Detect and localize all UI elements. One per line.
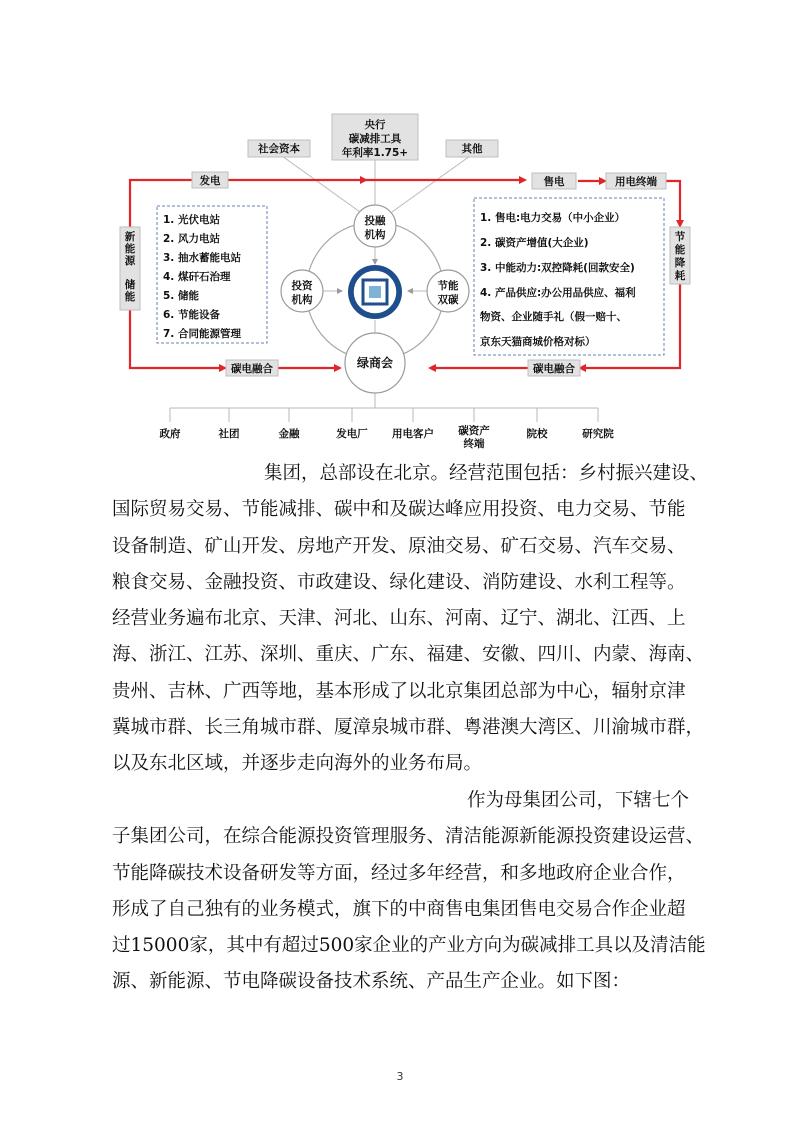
text-line: 节能降碳技术设备研发等方面，经过多年经营，和多地政府企业合作， (112, 862, 686, 884)
investment-finance-circle (354, 205, 396, 247)
right-side-label (670, 227, 690, 284)
text-line: 贵州、吉林、广西等地，基本形成了以北京集团总部为中心，辐射京津 (112, 680, 686, 702)
svg-text:能: 能 (124, 291, 136, 303)
svg-text:降: 降 (674, 257, 686, 269)
terminal-label (606, 173, 666, 189)
left-list-item: 3. 抽水蓄能电站 (163, 252, 241, 264)
right-list-item: 2. 碳资产增值(大企业) (480, 237, 589, 249)
energy-saving-circle (427, 270, 469, 312)
svg-text:节能: 节能 (437, 280, 459, 292)
svg-text:央行: 央行 (364, 119, 386, 131)
svg-text:节: 节 (674, 231, 686, 243)
right-list-item: 3. 中能动力:双控降耗(回款安全) (480, 262, 635, 274)
body-paragraph-1 (112, 456, 712, 783)
svg-text:能: 能 (124, 243, 136, 255)
bottom-item: 社团 (218, 428, 240, 440)
left-list-item: 6. 节能设备 (163, 309, 220, 321)
svg-text:社会资本: 社会资本 (258, 143, 300, 155)
text-line: 过15000家，其中有超过500家企业的产业方向为碳减排工具以及清洁能 (112, 935, 706, 957)
text-line: 国际贸易交易、节能减排、碳中和及碳达峰应用投资、电力交易、节能 (112, 499, 686, 521)
svg-text:机构: 机构 (364, 229, 386, 241)
text-line: 海、浙江、江苏、深圳、重庆、广东、福建、安徽、四川、内蒙、海南、 (112, 644, 705, 666)
svg-text:碳减排工具: 碳减排工具 (348, 133, 402, 145)
svg-text:发电: 发电 (199, 175, 221, 187)
svg-text:投资: 投资 (291, 280, 313, 292)
bottom-item: 发电厂 (336, 428, 368, 440)
svg-text:售电: 售电 (543, 176, 565, 188)
bottom-item-sub: 终端 (463, 438, 485, 450)
svg-text:碳电融合: 碳电融合 (533, 363, 575, 375)
green-chamber-circle (345, 333, 405, 393)
svg-text:年利率1.75+: 年利率1.75+ (341, 147, 409, 159)
bottom-item: 用电客户 (392, 428, 434, 440)
coupling-left-label (226, 360, 278, 376)
svg-text:源: 源 (124, 255, 136, 267)
text-line: 经营业务遍布北京、天津、河北、山东、河南、辽宁、湖北、江西、上 (112, 608, 686, 630)
logo-emblem (348, 265, 402, 319)
body-paragraph-2 (112, 783, 712, 1001)
right-list-item: 4. 产品供应:办公用品供应、福利 (480, 287, 636, 299)
investment-institution-circle (281, 270, 323, 312)
text-line: 粮食交易、金融投资、市政建设、绿化建设、消防建设、水利工程等。 (112, 571, 686, 593)
right-list-item: 1. 售电:电力交易（中小企业） (480, 212, 626, 224)
bottom-item: 院校 (526, 428, 548, 440)
left-list-item: 5. 储能 (163, 290, 199, 302)
bottom-item: 政府 (159, 428, 181, 440)
text-line: 冀城市群、长三角城市群、厦漳泉城市群、粤港澳大湾区、川渝城市群， (112, 717, 705, 739)
bottom-item: 研究院 (582, 428, 614, 440)
svg-text:双碳: 双碳 (437, 294, 459, 306)
left-list-item: 1. 光伏电站 (163, 214, 220, 226)
left-list-item: 2. 风力电站 (163, 233, 220, 245)
svg-text:新: 新 (124, 231, 136, 243)
bottom-item: 碳资产 (458, 425, 490, 437)
svg-text:能: 能 (674, 244, 686, 256)
left-list-box (157, 206, 267, 343)
svg-text:其他: 其他 (461, 143, 483, 155)
left-list-item: 4. 煤矸石治理 (163, 271, 231, 283)
generation-label (192, 172, 228, 188)
text-line: 形成了自己独有的业务模式，旗下的中商售电集团售电交易合作企业超 (112, 898, 686, 920)
svg-text:耗: 耗 (674, 270, 686, 282)
text-line: 源、新能源、节电降碳设备技术系统、产品生产企业。如下图： (112, 971, 631, 993)
text-line: 集团，总部设在北京。经营范围包括：乡村振兴建设、 (264, 463, 709, 484)
text-line: 设备制造、矿山开发、房地产开发、原油交易、矿石交易、汽车交易、 (112, 535, 686, 557)
other-box (446, 140, 498, 157)
coupling-right-label (528, 360, 580, 376)
bottom-tree (160, 393, 615, 450)
right-list-item: 京东天猫商城价格对标） (480, 336, 596, 348)
svg-text:绿商会: 绿商会 (356, 356, 394, 370)
left-side-label (120, 227, 140, 310)
business-model-diagram (0, 0, 800, 460)
page-number: 3 (396, 1070, 404, 1083)
bottom-item: 金融 (278, 428, 300, 440)
svg-text:储: 储 (124, 279, 136, 291)
right-list-box (474, 198, 664, 355)
svg-text:机构: 机构 (291, 294, 313, 306)
svg-text:碳电融合: 碳电融合 (231, 363, 273, 375)
text-line: 子集团公司，在综合能源投资管理服务、清洁能源新能源投资建设运营、 (112, 826, 705, 848)
svg-text:用电终端: 用电终端 (615, 176, 657, 188)
text-line: 作为母集团公司，下辖七个 (467, 790, 690, 811)
left-list-item: 7. 合同能源管理 (163, 328, 241, 340)
central-bank-box (332, 114, 418, 160)
social-capital-box (248, 140, 310, 157)
sales-label (532, 173, 576, 189)
text-line: 以及东北区域，并逐步走向海外的业务布局。 (112, 753, 483, 775)
right-list-item: 物资、企业随手礼（假一赔十、 (480, 311, 627, 323)
svg-text:投融: 投融 (364, 215, 386, 227)
